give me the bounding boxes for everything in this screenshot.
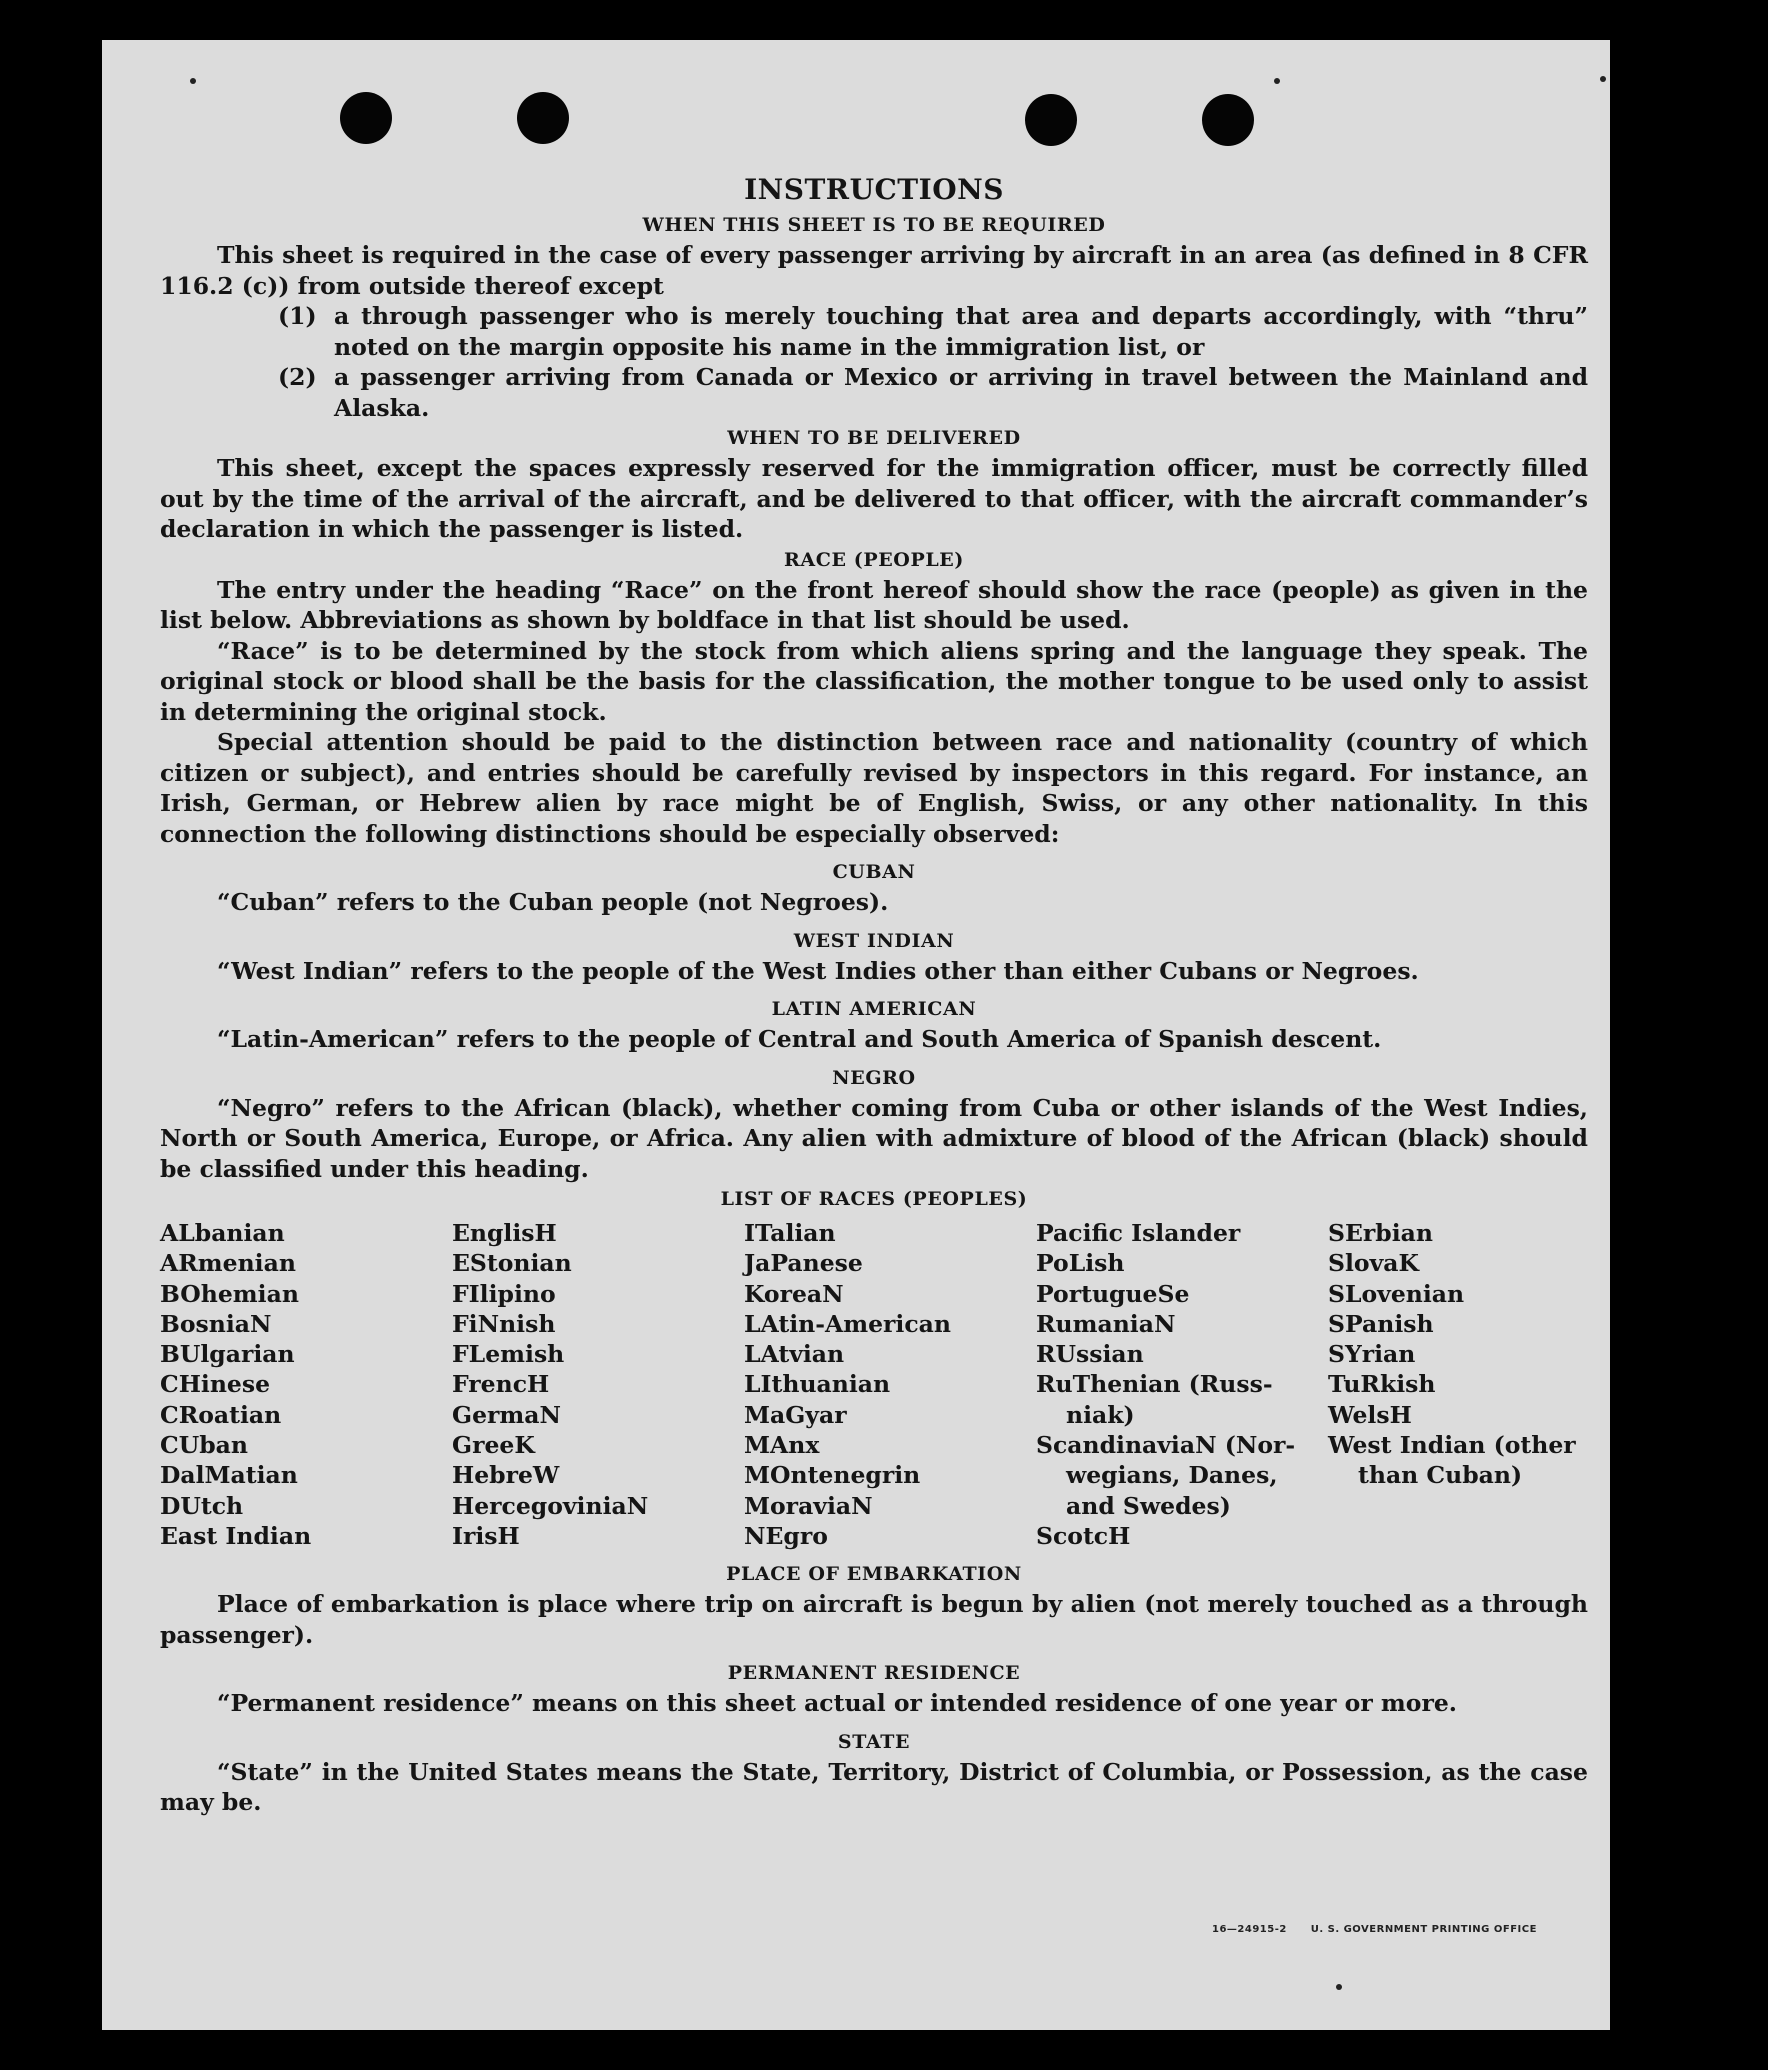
race-item: MOntenegrin [744, 1461, 921, 1490]
race-item: EStonian [452, 1249, 572, 1278]
punch-hole [340, 92, 392, 144]
race-item: EnglisH [452, 1219, 557, 1247]
race-item: FrencH [452, 1370, 550, 1399]
race-item: BOhemian [160, 1279, 299, 1308]
form-footer [1212, 1924, 1537, 1935]
races-list [160, 1218, 1588, 1551]
heading-west-indian: WEST INDIAN [793, 929, 955, 952]
race-item: MoraviaN [744, 1491, 873, 1520]
race-item: TuRkish [1328, 1370, 1436, 1399]
exception-number: (1) [278, 302, 317, 330]
page-title: INSTRUCTIONS [744, 173, 1004, 206]
race-item: IrisH [452, 1521, 520, 1550]
punch-hole [1025, 94, 1077, 146]
embarkation-text: Place of embarkation is place where trip on aircraft is begun by alien (not merely touched as a through passenger). [160, 1590, 1588, 1649]
race-item: JaPanese [744, 1249, 863, 1278]
race-item: RuThenian (Russ- [1036, 1370, 1273, 1399]
exception-text: a passenger arriving from Canada or Mexico or arriving in travel between the Mainland and Alaska. [334, 363, 1588, 422]
heading-list-of-races: LIST OF RACES (PEOPLES) [720, 1188, 1028, 1210]
race-item-continued: wegians, Danes, [1066, 1461, 1278, 1490]
race-item: SYrian [1328, 1340, 1416, 1369]
race-item: ITalian [744, 1219, 836, 1247]
race-item: LAtin-American [744, 1309, 951, 1338]
form-code: 16—24915-2 [1212, 1924, 1287, 1935]
race-item: FLemish [452, 1340, 565, 1369]
races-column-5 [1328, 1218, 1588, 1551]
race-item: HebreW [452, 1461, 560, 1490]
race-item: ScotcH [1036, 1521, 1131, 1550]
race-item: DUtch [160, 1491, 244, 1520]
heading-latin-american: LATIN AMERICAN [771, 998, 977, 1020]
latin-american-text: “Latin-American” refers to the people of Central and South America of Spanish descent. [217, 1025, 1382, 1053]
heading-cuban: CUBAN [832, 861, 916, 883]
punch-hole [1202, 94, 1254, 146]
race-item: SLovenian [1328, 1279, 1465, 1308]
race-item: PoLish [1036, 1249, 1125, 1278]
race-item: SErbian [1328, 1219, 1433, 1247]
exception-text: a through passenger who is merely touching that area and departs accordingly, with “thru” noted on the margin opposite his name in the immigration list, or [334, 302, 1588, 361]
race-item: ScandinaviaN (Nor- [1036, 1431, 1296, 1460]
races-column-1 [160, 1218, 452, 1551]
heading-permanent-residence: PERMANENT RESIDENCE [727, 1662, 1021, 1685]
race-item: East Indian [160, 1521, 312, 1550]
race-paragraph-2: “Race” is to be determined by the stock from which aliens spring and the language they speak. The original stock or blood shall be the basis for the classification, the mother tongue to be used only to assist in determining the original stock. [160, 636, 1588, 726]
race-item: GermaN [452, 1400, 561, 1429]
heading-when-delivered: WHEN TO BE DELIVERED [727, 427, 1021, 449]
state-text: “State” in the United States means the State, Territory, District of Columbia, or Possession, as the case may be. [160, 1757, 1588, 1817]
race-paragraph-1: The entry under the heading “Race” on the front hereof should show the race (people) as given in the list below. Abbreviations as shown by boldface in that list should be used. [160, 575, 1588, 634]
race-item: SlovaK [1328, 1249, 1419, 1278]
race-item: LAtvian [744, 1340, 845, 1369]
heading-when-required: WHEN THIS SHEET IS TO BE REQUIRED [642, 214, 1106, 236]
race-item: FIlipino [452, 1279, 556, 1308]
cuban-text: “Cuban” refers to the Cuban people (not Negroes). [217, 888, 889, 916]
punch-hole [517, 92, 569, 144]
race-item: MaGyar [744, 1400, 847, 1429]
race-item: PortugueSe [1036, 1279, 1190, 1308]
race-item: CHinese [160, 1370, 271, 1399]
race-item-continued: than Cuban) [1358, 1461, 1523, 1490]
race-item: DalMatian [160, 1461, 298, 1490]
instructions-body [160, 170, 1588, 1818]
race-item-continued: niak) [1066, 1400, 1135, 1429]
race-item: KoreaN [744, 1279, 844, 1308]
race-item: BUlgarian [160, 1340, 295, 1369]
race-item: MAnx [744, 1431, 820, 1460]
race-item-continued: and Swedes) [1066, 1491, 1231, 1520]
race-item: BosniaN [160, 1309, 272, 1338]
negro-text: “Negro” refers to the African (black), whether coming from Cuba or other islands of the West Indies, North or South America, Europe, or Africa. Any alien with admixture of blood of the African (black) should be classified under this heading. [160, 1093, 1588, 1183]
races-column-3 [744, 1218, 1036, 1551]
race-item: RumaniaN [1036, 1309, 1176, 1338]
west-indian-text: “West Indian” refers to the people of the West Indies other than either Cubans or Negroes. [217, 956, 1419, 985]
race-item: LIthuanian [744, 1370, 891, 1399]
races-column-2 [452, 1218, 744, 1551]
residence-text: “Permanent residence” means on this sheet actual or intended residence of one year or more. [217, 1689, 1457, 1718]
heading-place-of-embarkation: PLACE OF EMBARKATION [726, 1563, 1022, 1586]
printer-imprint: U. S. GOVERNMENT PRINTING OFFICE [1310, 1924, 1537, 1935]
exception-item [160, 362, 1588, 423]
race-item: HercegoviniaN [452, 1491, 649, 1520]
speck [1600, 76, 1606, 82]
speck [1274, 78, 1280, 84]
race-item: CRoatian [160, 1400, 282, 1429]
race-item: SPanish [1328, 1309, 1434, 1338]
speck [190, 78, 196, 84]
race-item: ARmenian [160, 1249, 296, 1278]
exception-number: (2) [278, 363, 317, 391]
race-item: GreeK [452, 1431, 535, 1460]
race-item: FiNnish [452, 1309, 556, 1338]
when-delivered-text: This sheet, except the spaces expressly reserved for the immigration officer, must be correctly filled out by the time of the arrival of the aircraft, and be delivered to that officer, with the aircraft commander’s declaration in which the passenger is listed. [160, 454, 1588, 543]
when-required-text: This sheet is required in the case of every passenger arriving by aircraft in an area (as defined in 8 CFR 116.2 (c)) from outside thereof except [160, 241, 1588, 300]
speck [1336, 1984, 1342, 1990]
race-item: WelsH [1328, 1400, 1412, 1429]
race-item: ALbanian [160, 1219, 285, 1247]
race-item: NEgro [744, 1521, 828, 1550]
exception-item [160, 301, 1588, 362]
race-item: Pacific Islander [1036, 1219, 1241, 1247]
heading-negro: NEGRO [832, 1066, 916, 1089]
race-item: West Indian (other [1328, 1431, 1576, 1460]
heading-state: STATE [837, 1730, 911, 1753]
heading-race: RACE (PEOPLE) [784, 548, 964, 571]
races-column-4 [1036, 1218, 1328, 1551]
race-item: RUssian [1036, 1340, 1144, 1369]
race-item: CUban [160, 1431, 248, 1460]
race-paragraph-3: Special attention should be paid to the distinction between race and nationality (country of which citizen or subject), and entries should be carefully revised by inspectors in this regard. For instance, an Irish, German, or Hebrew alien by race might be of English, Swiss, or any other nationality. In this connection the following distinctions should be especially observed: [160, 728, 1588, 848]
